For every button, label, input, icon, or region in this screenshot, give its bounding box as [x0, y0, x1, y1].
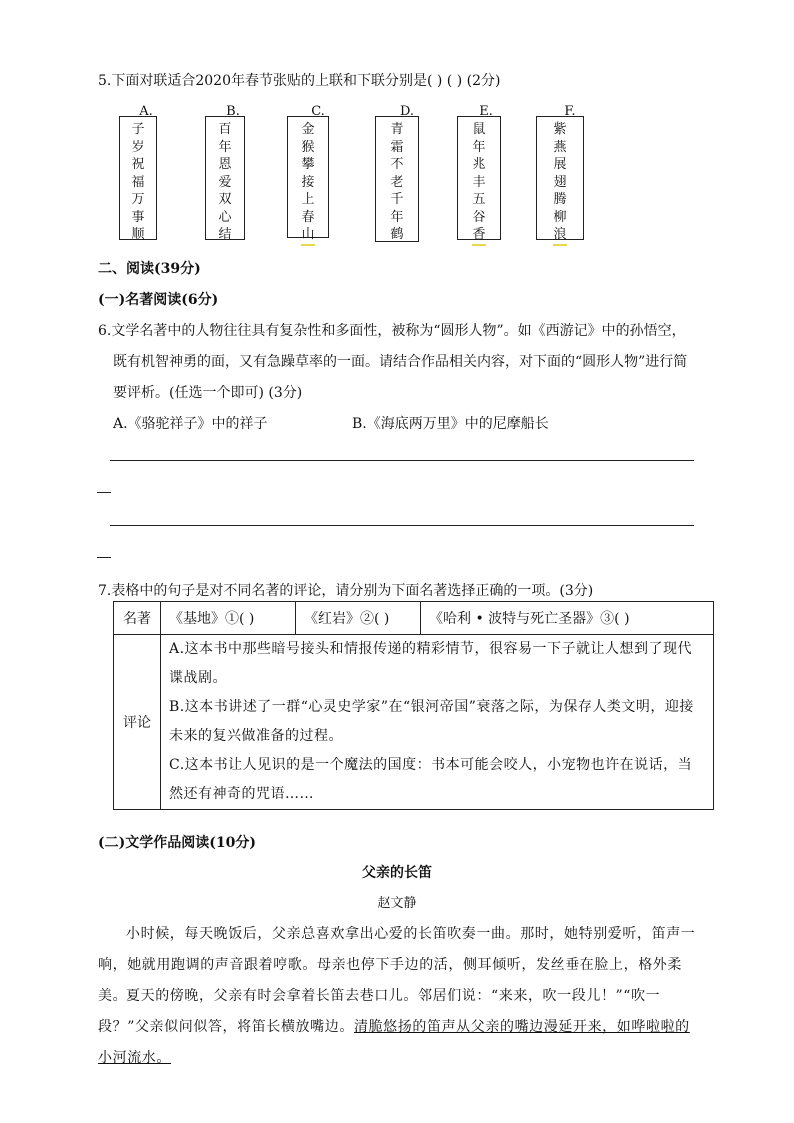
question-5-stem: 5.下面对联适合2020年春节张贴的上联和下联分别是( ) ( ) (2分) [98, 73, 501, 89]
couplet-char: 接 [301, 174, 315, 190]
couplet-char: 子 [131, 122, 145, 137]
couplet-char: 百 [218, 122, 232, 137]
couplet-char: 鼠 [472, 122, 486, 137]
couplet-label-d: D. [399, 104, 415, 119]
answer-line-2[interactable] [110, 525, 694, 526]
couplet-char: 翅 [553, 174, 567, 190]
couplet-e [457, 116, 501, 240]
couplet-char: 霜 [390, 139, 404, 155]
answer-line-dash [97, 492, 111, 493]
couplet-char: 猴 [301, 139, 315, 155]
couplet-char: 双 [218, 192, 232, 207]
couplet-char: 上 [301, 192, 315, 207]
subsection-classics-heading: (一)名著阅读(6分) [98, 292, 219, 308]
couplet-char: 谷 [472, 209, 486, 225]
couplet-char: 金 [301, 122, 315, 137]
couplet-char: 柳 [553, 209, 567, 225]
couplet-char: 福 [131, 174, 145, 190]
couplet-char: 展 [553, 157, 567, 172]
question-6-line2: 既有机智神勇的面，又有急躁草率的一面。请结合作品相关内容，对下面的“圆形人物”进行简 [113, 354, 688, 370]
couplet-char: 爱 [218, 174, 232, 190]
couplet-char-highlighted: 山 [301, 226, 314, 246]
couplet-char: 顺 [131, 227, 145, 242]
couplet-label-c: C. [311, 104, 325, 119]
couplet-char: 万 [131, 192, 145, 207]
book-2-blank[interactable]: 《红岩》②( ) [296, 602, 421, 635]
couplet-char: 紫 [553, 122, 567, 137]
couplet-char: 老 [390, 174, 404, 190]
couplet-char: 兆 [472, 157, 486, 172]
couplet-c [287, 116, 329, 242]
couplet-label-e: E. [479, 104, 493, 119]
couplet-char: 年 [390, 209, 404, 225]
couplet-char-highlighted: 浪 [553, 226, 566, 246]
article-paragraph-2 [98, 981, 702, 1074]
couplet-label-b: B. [226, 104, 240, 119]
couplet-char: 事 [131, 209, 145, 225]
header-label: 名著 [114, 602, 161, 635]
couplet-char: 祝 [131, 157, 145, 172]
couplet-char: 丰 [472, 174, 486, 190]
couplet-char: 青 [390, 122, 404, 137]
couplet-f [536, 116, 584, 240]
couplet-char: 岁 [131, 139, 145, 155]
couplet-char: 年 [218, 139, 232, 155]
couplet-char: 腾 [553, 192, 567, 207]
couplet-label-a: A. [139, 104, 153, 119]
answer-line-1[interactable] [110, 460, 694, 461]
couplet-char: 千 [390, 192, 404, 207]
comment-label: 评论 [114, 635, 161, 810]
comment-cell [161, 635, 714, 810]
question-6-line3: 要评析。(任选一个即可) (3分) [113, 385, 303, 401]
couplet-char: 不 [390, 157, 404, 172]
question-6-option-b: B.《海底两万里》中的尼摩船长 [352, 416, 549, 432]
book-1-blank[interactable]: 《基地》①( ) [161, 602, 296, 635]
couplet-char: 恩 [218, 157, 232, 172]
couplet-b [205, 116, 245, 240]
article-title: 父亲的长笛 [362, 865, 432, 881]
question-7-stem: 7.表格中的句子是对不同名著的评论，请分别为下面名著选择正确的一项。(3分) [98, 583, 594, 599]
couplet-char: 燕 [553, 139, 567, 155]
couplet-char: 结 [218, 227, 232, 242]
couplet-char: 五 [472, 192, 486, 207]
couplet-char-highlighted: 香 [472, 226, 485, 246]
answer-line-dash [97, 557, 111, 558]
couplet-a [119, 116, 157, 240]
couplet-label-f: F. [564, 104, 576, 119]
comment-c: C.这本书让人见识的是一个魔法的国度：书本可能会咬人，小宠物也许在说话，当然还有神奇的咒语…… [169, 757, 693, 802]
book-3-blank[interactable]: 《哈利 • 波特与死亡圣器》③( ) [421, 602, 714, 635]
couplet-char: 心 [218, 209, 232, 225]
subsection-literature-heading: (二)文学作品阅读(10分) [98, 835, 256, 851]
table-row [114, 602, 714, 635]
article-paragraph-1: 小时候，每天晚饭后，父亲总喜欢拿出心爱的长笛吹奏一曲。那时，她特别爱听，笛声一响，她就用跑调的声音跟着哼歌。母亲也停下手边的活，侧耳倾听，发丝垂在脸上，格外柔美。 [98, 926, 696, 1004]
review-table [113, 601, 714, 810]
section-reading-heading: 二、阅读(39分) [98, 261, 201, 277]
couplet-char: 鹤 [390, 227, 404, 242]
article-author: 赵文静 [377, 896, 417, 911]
table-row [114, 635, 714, 810]
comment-b: B.这本书讲述了一群“心灵史学家”在“银河帝国”衰落之际，为保存人类文明，迎接未来的复兴做准备的过程。 [169, 699, 694, 744]
comment-a: A.这本书中那些暗号接头和情报传递的精彩情节，很容易一下子就让人想到了现代谍战剧。 [169, 641, 693, 686]
couplet-char: 攀 [301, 157, 315, 172]
question-6-line1: 6.文学名著中的人物往往具有复杂性和多面性，被称为“圆形人物”。如《西游记》中的孙悟空， [98, 323, 686, 339]
paragraph-2-text: 夏天的傍晚，父亲有时会拿着长笛去巷口儿。邻居们说：“来来，吹一段儿！”“吹一段？”父亲似问似答，将笛长横放嘴边。 [98, 988, 661, 1035]
couplet-char: 年 [472, 139, 486, 155]
underlined-sentence: 清脆悠扬的笛声从父亲的嘴边漫延开来，如哗啦啦的小河流水。 [98, 1019, 690, 1066]
couplet-char: 春 [301, 209, 315, 225]
question-6-option-a: A.《骆驼祥子》中的祥子 [113, 416, 268, 432]
couplet-d [375, 116, 419, 242]
